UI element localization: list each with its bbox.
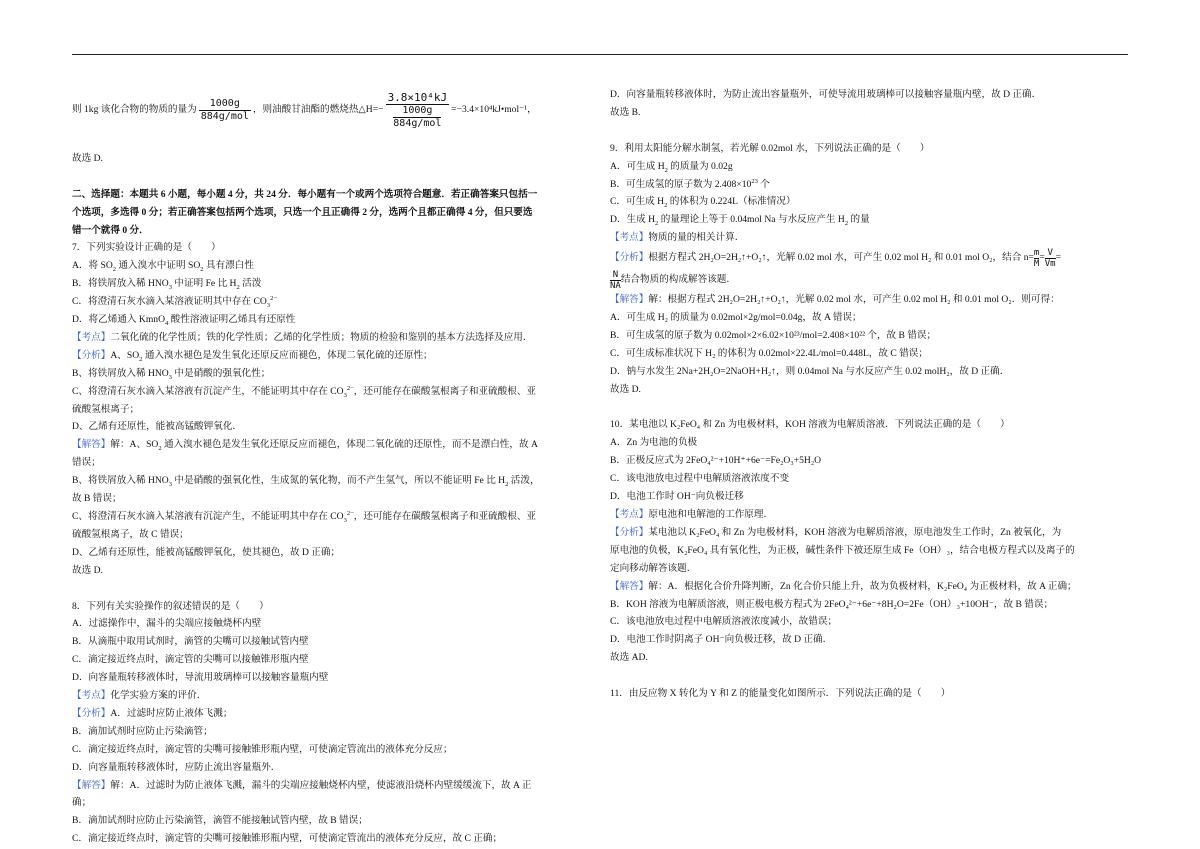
answer-line: 故选 D. <box>72 564 103 576</box>
text-line: 【分析】 <box>610 526 649 538</box>
text-line: 通入溴水褪色是发生氧化还原反应而褪色，体现二氧化硫的还原性； <box>142 349 433 361</box>
text-line: 中是硝酸的强氧化性； <box>172 367 271 379</box>
analysis <box>72 705 582 723</box>
text-line: ，还可能存在碳酸氢根离子和亚硫酸根、亚 <box>353 385 537 397</box>
text-line: 解：A．根据化合价升降判断，Zn 化合价只能上升，故为负极材料，K₂FeO₄ 为正极材料，故 A 正确； <box>648 580 1077 592</box>
text-line: 1000g <box>393 105 441 118</box>
text-line <box>610 269 1130 291</box>
text-line: 【考点】 <box>610 232 649 244</box>
text-line: C．可生成 H <box>610 196 665 208</box>
text-line: = <box>1055 252 1062 264</box>
text-line: 3 <box>168 284 172 292</box>
text-line: 定向移动解答该题． <box>610 562 697 574</box>
knowledge-point <box>72 329 582 347</box>
solution <box>610 578 1130 596</box>
text-line: 884g/mol <box>393 117 442 129</box>
text-line: 活泼， <box>508 475 540 487</box>
text-line: 2 <box>655 220 659 228</box>
text-line: 2 <box>664 202 668 210</box>
text-line: 3 <box>168 373 172 381</box>
text-line: 【解答】 <box>72 779 111 791</box>
text-line: 2 <box>112 266 117 274</box>
solution <box>72 436 582 454</box>
answer-line: 故选 D. <box>72 152 103 164</box>
solution <box>610 291 1130 309</box>
text-line: 故 B 错误； <box>72 493 122 505</box>
text-line: B．KOH 溶液为电解质溶液，则正极电极方程式为 2FeO₄²⁻+6e⁻+8H₂O=2Fe（OH）₃+10OH⁻，故 B 错误； <box>610 598 1054 610</box>
text-line: 【分析】 <box>72 349 111 361</box>
text-line: 2 <box>505 481 509 489</box>
text-line: 解：A、SO <box>110 439 159 451</box>
question-9-stem: 9．利用太阳能分解水制氢，若光解 0.02mol 水，下列说法正确的是（ ） <box>610 142 930 154</box>
text-line: 2 <box>844 220 849 228</box>
text-line: 1000g <box>199 98 251 111</box>
analysis: 【分析】 根据方程式 2H₂O=2H₂↑+O₂↑，光解 0.02 mol 水，可产生 0.02 mol H₂ 和 0.01 mol O₂，结合 n= $\frac{m}{M}$ = $\frac{V}{Vm}$ = <box>610 247 1062 269</box>
text-line: 884g/mol <box>200 110 249 122</box>
text-line: C、将澄清石灰水滴入某溶液有沉淀产生，不能证明其中存在 CO <box>72 385 344 397</box>
text-line <box>72 365 582 383</box>
text-line: 的质量为 0.02g <box>667 160 733 172</box>
text-line: Vm <box>1044 258 1056 269</box>
text-line: 个 <box>757 178 770 190</box>
text-line: D．生成 H <box>610 214 656 226</box>
text-line: 则 1kg 该化合物的物质的量为 <box>72 104 197 116</box>
text-line: B．可生成氢的原子数为 0.02mol×2×6.02×10²³/mol=2.408×10²² 个，故 B 错误； <box>610 329 937 341</box>
text-line: 【解答】 <box>610 294 649 306</box>
text-line: 二氧化硫的化学性质；铁的化学性质；乙烯的化学性质；物质的检验和鉴别的基本方法选择及应用． <box>110 331 533 343</box>
text-line: A．可生成 H <box>610 160 665 172</box>
left-column <box>72 88 582 848</box>
text-line: ，则油酸甘油酯的燃烧热△H=− <box>252 104 384 116</box>
text-line: 【解答】 <box>72 439 111 451</box>
option-d <box>72 311 582 329</box>
moles-fraction <box>199 98 251 123</box>
option-c <box>610 193 1130 211</box>
answer-line: 故选 AD. <box>610 652 648 664</box>
option-b <box>72 275 582 293</box>
option-c: C．该电池放电过程中电解质溶液浓度不变 <box>610 473 790 485</box>
text-line: 个选项，多选得 0 分；若正确答案包括两个选项，只选一个且正确得 2 分，选两个且都正确得 4 分，但只要选 <box>72 206 533 218</box>
option-d: D．向容量瓶转移液体时，导流用玻璃棒可以接触容量瓶内壁 <box>72 672 329 684</box>
question-10-stem: 10．某电池以 K₂FeO₄ 和 Zn 为电极材料，KOH 溶液为电解质溶液．下列说法正确的是（ ） <box>610 419 1010 431</box>
text-line: A．将 SO <box>72 260 113 272</box>
analysis <box>610 524 1130 542</box>
knowledge-point <box>610 229 1130 247</box>
text-line: 【考点】 <box>610 509 649 520</box>
text-line: 2 <box>158 445 162 453</box>
text-line: 结合物质的构成解答该题． <box>620 274 736 286</box>
text-line: 3 <box>343 516 347 524</box>
text-line: C．滴定接近终点时，滴定管的尖嘴可接触锥形瓶内壁，可使滴定管流出的液体充分反应，故 C 正确； <box>72 833 503 845</box>
text-line: 的量 <box>848 214 870 226</box>
text-line: =−3.4×10⁴kJ•mol⁻¹， <box>451 104 537 116</box>
text-line: 3 <box>168 481 172 489</box>
option-b <box>610 176 1130 194</box>
text-line: 2 <box>664 166 668 174</box>
text-line: 【分析】 <box>72 707 111 719</box>
section-title: 二、选择题：本题共 6 小题，每小题 4 分，共 24 分．每小题有一个或两个选项符合题意．若正确答案只包括一 <box>72 188 538 200</box>
text-line: B．滴加试剂时应防止污染滴管； <box>72 725 213 737</box>
question-8-stem: 8．下列有关实验操作的叙述错误的是（ ） <box>72 600 269 612</box>
text-line: NA <box>610 280 621 291</box>
text-line: 错误； <box>72 457 101 469</box>
text-line: 3.8×10⁴kJ <box>387 90 448 104</box>
answer-line: 故选 D. <box>610 383 641 395</box>
text-line: 2− <box>346 509 354 517</box>
text-line: A．可生成 H₂ 的质量为 0.02mol×2g/mol=0.04g，故 A 错误； <box>610 312 862 324</box>
text-line: D．钠与水发生 2Na+2H₂O=2NaOH+H₂↑，则 0.04mol Na 与水反应产生 0.02 molH₂，故 D 正确． <box>610 365 1010 377</box>
text-line: C．将澄清石灰水滴入某溶液证明其中存在 CO <box>72 296 267 308</box>
option-c: C．滴定接近终点时，滴定管的尖嘴可以接触锥形瓶内壁 <box>72 654 309 666</box>
text-line: 2 <box>200 266 204 274</box>
text-line: m <box>1033 247 1040 258</box>
text-line: 【分析】 <box>610 252 649 264</box>
text-line: 通入溴水中证明 SO <box>116 260 201 272</box>
text-line: D、乙烯有还原性，能被高锰酸钾氧化，使其褪色，故 D 正确； <box>72 546 341 558</box>
text-line: 化学实验方案的评价． <box>110 690 207 702</box>
text-line: 活泼 <box>239 278 262 290</box>
text-line: A．过滤时应防止液体飞溅； <box>110 707 233 719</box>
text-line: B．滴加试剂时应防止污染滴管，滴管不能接触试管内壁，故 B 错误； <box>72 815 368 827</box>
text-line: C、将澄清石灰水滴入某溶液有沉淀产生，不能证明其中存在 CO <box>72 511 344 522</box>
text-line: 【考点】 <box>72 690 111 702</box>
text-line: M <box>1033 258 1040 269</box>
spacer <box>72 580 582 598</box>
text-line: 某电池以 K₂FeO₄ 和 Zn 为电极材料，KOH 溶液为电解质溶液，原电池发生工作时，Zn 被氧化，为 <box>648 526 1062 538</box>
option-a <box>72 257 582 275</box>
text-line: 【解答】 <box>610 580 649 592</box>
spacer <box>72 168 582 186</box>
option-d: D．电池工作时 OH⁻向负极迁移 <box>610 491 744 503</box>
text-line: C．可生成标准状况下 H₂ 的体积为 0.02mol×22.4L/mol=0.448L，故 C 错误； <box>610 347 928 359</box>
text-line: 酸性溶液证明乙烯具有还原性 <box>168 314 296 326</box>
text-line: 3 <box>266 302 271 310</box>
text-line: D．电池工作时阴离子 OH⁻向负极迁移，故 D 正确． <box>610 634 833 646</box>
spacer <box>610 122 1130 140</box>
text-line: B．将铁屑放入稀 HNO <box>72 278 169 290</box>
text-line: 4 <box>165 319 169 327</box>
text-line: 中是硝酸的强氧化性，生成氮的氧化物，而不产生氢气，所以不能证明 Fe 比 H <box>172 475 506 487</box>
text-line: 原电池和电解池的工作原理． <box>648 509 774 520</box>
text-line: 的量理论上等于 0.04mol Na 与水反应产生 H <box>658 214 845 226</box>
text-line: C．滴定接近终点时，滴定管的尖嘴可接触锥形瓶内壁，可使滴定管流出的液体充分反应； <box>72 743 453 755</box>
text-line: 3 <box>343 391 347 399</box>
text-line: N <box>610 270 621 281</box>
text-line: 2 <box>236 284 240 292</box>
spacer <box>72 132 582 150</box>
text-line: A、SO <box>110 349 140 361</box>
text-line: 中证明 Fe 比 H <box>172 278 237 290</box>
text-line: B、将铁屑放入稀 HNO <box>72 367 169 379</box>
text-line: 通入溴水褪色是发生氧化还原反应而褪色，体现二氧化硫的还原性，而不是漂白性，故 A <box>161 439 538 451</box>
text-line: 物质的量的相关计算． <box>648 232 745 244</box>
option-b: B．正极反应式为 2FeO₄²⁻+10H⁺+6e⁻=Fe₂O₃+5H₂O <box>610 455 822 467</box>
text-line: 确； <box>72 797 92 809</box>
text-line: ，还可能存在碳酸氢根离子和亚硫酸根、亚 <box>353 511 537 522</box>
text-line: 错一个就得 0 分． <box>72 224 149 236</box>
text-line <box>72 508 582 526</box>
spacer <box>610 399 1130 417</box>
right-column <box>610 86 1130 703</box>
enthalpy-fraction <box>386 91 450 130</box>
text-line: D、乙烯有还原性，能被高锰酸钾氧化． <box>72 421 243 433</box>
spacer <box>610 667 1130 685</box>
combustion-formula <box>72 88 582 132</box>
text-line: 硫酸氢根离子，故 C 错误； <box>72 528 189 540</box>
analysis <box>72 347 582 365</box>
answer-line: 故选 B. <box>610 106 641 118</box>
text-line: 2− <box>270 294 277 302</box>
text-line: B、将铁屑放入稀 HNO <box>72 475 169 487</box>
solution <box>72 777 582 795</box>
text-line: 23 <box>751 177 758 185</box>
text-line: D．将乙烯通入 KmnO <box>72 314 166 326</box>
text-line: 具有漂白性 <box>203 260 254 272</box>
text-line: D．向容量瓶转移液体时，应防止流出容量瓶外． <box>72 761 281 773</box>
text-line: 2 <box>139 355 143 363</box>
text-line: D．向容量瓶转移液体时，为防止流出容量瓶外，可使导流用玻璃棒可以接触容量瓶内壁，故 D 正确． <box>610 89 1042 100</box>
option-b: B．从滴瓶中取用试剂时，滴管的尖嘴可以接触试管内壁 <box>72 636 309 648</box>
text-line: 解：根据方程式 2H₂O=2H₂↑+O₂↑，光解 0.02 mol 水，可产生 0.02 mol H₂ 和 0.01 mol O₂．则可得： <box>648 294 1060 306</box>
option-a <box>610 158 1130 176</box>
text-line: 解：A．过滤时为防止液体飞溅，漏斗的尖端应接触烧杯内壁，使滤液沿烧杯内壁缓缓流下，故 A 正 <box>110 779 532 791</box>
option-a: A．Zn 为电池的负极 <box>610 437 698 449</box>
option-d <box>610 211 1130 229</box>
text-line: C．该电池放电过程中电解质溶液浓度减小，故错误； <box>610 616 838 628</box>
text-line: V <box>1045 248 1056 259</box>
text-line: 原电池的负极，K₂FeO₄ 具有氧化性，为正极，碱性条件下被还原生成 Fe（OH）₃，结合电极方程式以及离子的 <box>610 544 1075 556</box>
text-line <box>72 472 582 490</box>
text-line: 【考点】 <box>72 331 111 343</box>
question-11-stem: 11．由反应物 X 转化为 Y 和 Z 的能量变化如图所示．下列说法正确的是（ ） <box>610 688 951 700</box>
text-line: B．可生成氢的原子数为 2.408×10 <box>610 178 752 190</box>
knowledge-point <box>610 506 1130 524</box>
option-c <box>72 293 582 311</box>
text-line: 硫酸氢根离子； <box>72 403 140 415</box>
text-line: 2− <box>346 384 354 392</box>
question-7-stem: 7．下列实验设计正确的是（ ） <box>72 242 221 254</box>
text-line <box>72 383 582 401</box>
option-a: A．过滤操作中，漏斗的尖端应接触烧杯内壁 <box>72 618 262 630</box>
text-line: 的体积为 0.224L（标准情况） <box>667 196 796 208</box>
text-line: 根据方程式 2H₂O=2H₂↑+O₂↑，光解 0.02 mol 水，可产生 0.02 mol H₂ 和 0.01 mol O₂，结合 n= <box>648 252 1034 264</box>
header-rule <box>72 54 1128 55</box>
knowledge-point <box>72 687 582 705</box>
